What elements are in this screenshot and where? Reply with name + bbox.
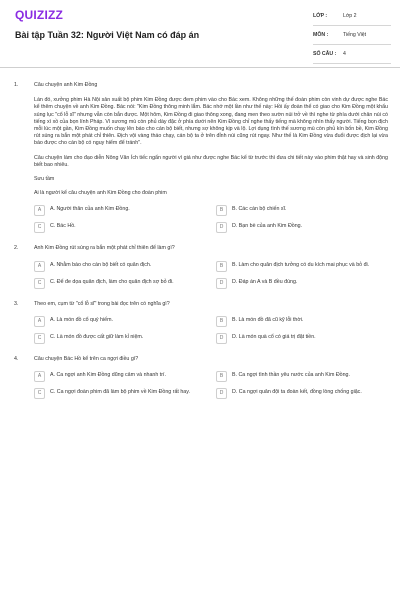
option-c[interactable] [34, 278, 206, 289]
passage-paragraph: Câu chuyện làm cho đạo diễn Nông Văn Ích tiếc ngẩn người vì giá như được nghe Bác kể từ trước thì đưa chi tiết này vào phim thật hay và sinh động biết bao nhiêu. [34, 154, 388, 168]
option-text: B. Là món đồ đã cũ kỹ lỗi thời. [232, 316, 304, 323]
option-d[interactable] [216, 222, 388, 233]
option-text: B. Làm cho quân địch tưởng có du kích mai phục và bỏ đi. [232, 261, 370, 268]
option-text: C. Là món đồ được cất giữ làm kỉ niệm. [50, 333, 144, 340]
option-text: C. Bác Hồ. [50, 223, 76, 230]
question-body [34, 301, 388, 344]
option-b[interactable] [216, 261, 388, 272]
option-text: B. Ca ngợi tình thần yêu nước của anh Kim Đồng. [232, 372, 350, 379]
option-b[interactable] [216, 205, 388, 216]
option-letter-badge: D [216, 333, 227, 344]
option-letter-badge: B [216, 316, 227, 327]
option-c[interactable] [34, 388, 206, 399]
option-letter-badge: A [34, 371, 45, 382]
question-2 [14, 245, 388, 288]
option-b[interactable] [216, 371, 388, 382]
meta-row-grade [313, 7, 391, 26]
option-letter-badge: D [216, 278, 227, 289]
option-text: A. Ca ngợi anh Kim Đồng dũng cảm và nhanh trí. [50, 372, 166, 379]
question-prompt: Ai là người kể câu chuyện anh Kim Đồng cho đoàn phim [34, 190, 167, 197]
option-text: D. Là món quà cổ có giá trị đặt tiền. [232, 333, 316, 340]
question-prompt: Anh Kim Đồng rút súng ra bắn một phát chỉ thiên để làm gì? [34, 245, 175, 252]
option-letter-badge: C [34, 278, 45, 289]
option-d[interactable] [216, 388, 388, 399]
worksheet-header [0, 0, 400, 68]
option-letter-badge: A [34, 261, 45, 272]
question-body [34, 82, 388, 233]
option-letter-badge: B [216, 261, 227, 272]
option-c[interactable] [34, 333, 206, 344]
option-d[interactable] [216, 333, 388, 344]
question-4 [14, 356, 388, 399]
option-a[interactable] [34, 371, 206, 382]
option-letter-badge: A [34, 205, 45, 216]
question-number: 1. [14, 82, 19, 88]
option-d[interactable] [216, 278, 388, 289]
option-text: A. Là món đồ cổ quý hiếm. [50, 316, 114, 323]
meta-row-subject [313, 26, 391, 45]
question-number: 3. [14, 300, 19, 307]
question-number: 2. [14, 245, 19, 252]
option-text: A. Nhằm báo cho cán bộ biết có quân địch. [50, 261, 152, 268]
passage-paragraph: Lán đó, xưởng phim Hà Nội sản xuất bộ phim Kim Đồng được đem phim vào cho Bác xem. Không những thế đoàn phim còn vinh dự được nghe Bác kể thêm chuyện về anh Kim Đồng. Bác nói: "Kim Đồng thông minh lắm. Bác nhớ một lần như thế này: Hồi ấy đoàn thể có giao cho Kim Đồng một khẩu súng lục "cổ lỗ sĩ" nhưng vẫn còn bắn được. Một hôm, Kim Đồng đi giao thông xong, đang men theo sườn núi trở về thì nghe từ phía dưới chân núi có tiếng xì xồ của bọn lính Pháp. Vì sương mù còn phủ dày đặc ở phía dưới nên Kim Đồng chỉ nghe thấy tiếng mà không nhìn thấy người. Tiếng bọn địch mỗi lúc một gần, Kim Đồng muốn chạy lên báo cho cán bộ biết, nhưng sợ không kịp và lộ. Lợi dụng tình thế sương mù còn phủ kín bốn bề, Kim Đồng rút súng ra bắn một phát chỉ thiên. Địch vội vàng tháo chạy, cán bộ ta ở trên đỉnh núi cũng rút ngay. Như thế là Kim Đồng vừa đuổi được địch lại vừa báo được cho cán bộ có nguy hiểm để tránh". [34, 97, 388, 147]
option-letter-badge: C [34, 333, 45, 344]
option-letter-badge: B [216, 205, 227, 216]
option-letter-badge: B [216, 371, 227, 382]
meta-key: LỚP : [313, 13, 328, 19]
option-a[interactable] [34, 316, 206, 327]
option-letter-badge: A [34, 316, 45, 327]
worksheet-content [0, 68, 400, 399]
option-a[interactable] [34, 261, 206, 272]
option-text: D. Đáp án A và B đều đúng. [232, 278, 298, 285]
passage-title: Câu chuyện anh Kim Đồng [34, 82, 98, 88]
worksheet-title: Bài tập Tuần 32: Người Việt Nam có đáp án [15, 30, 200, 40]
option-a[interactable] [34, 205, 206, 216]
option-text: D. Ca ngợi quân đội ta đoàn kết, đồng lòng chống giặc. [232, 389, 362, 396]
question-prompt: Câu chuyện Bác Hồ kể trên ca ngợi điều gì? [34, 355, 139, 362]
option-letter-badge: D [216, 388, 227, 399]
meta-value: Lớp 2 [343, 13, 357, 19]
options-grid [34, 205, 388, 233]
passage-source: Sưu tầm [34, 176, 55, 183]
question-prompt: Theo em, cụm từ "cổ lỗ sĩ" trong bài đọc trên có nghĩa gì? [34, 300, 170, 307]
option-text: B. Các cán bộ chiến sĩ. [232, 206, 287, 213]
options-grid [34, 316, 388, 344]
question-body [34, 356, 388, 399]
option-text: C. Ca ngợi đoàn phim đã làm bộ phim về Kim Đồng rất hay. [50, 389, 190, 396]
meta-key: SỐ CÂU : [313, 51, 337, 57]
meta-key: MÔN : [313, 32, 329, 38]
question-1 [14, 82, 388, 233]
question-number: 4. [14, 355, 19, 362]
options-grid [34, 371, 388, 399]
option-letter-badge: D [216, 222, 227, 233]
option-b[interactable] [216, 316, 388, 327]
quizizz-logo: QUIZIZZ [15, 8, 64, 22]
meta-row-count [313, 45, 391, 64]
options-grid [34, 261, 388, 289]
meta-value: 4 [343, 51, 346, 57]
option-text: A. Người thân của anh Kim Đồng. [50, 206, 130, 213]
option-text: C. Để đe dọa quân địch, làm cho quân địch sợ bỏ đi. [50, 278, 174, 285]
option-text: D. Bạn bè của anh Kim Đồng. [232, 223, 303, 230]
option-c[interactable] [34, 222, 206, 233]
option-letter-badge: C [34, 388, 45, 399]
question-body [34, 245, 388, 288]
option-letter-badge: C [34, 222, 45, 233]
meta-table [313, 7, 391, 64]
question-3 [14, 301, 388, 344]
meta-value: Tiếng Việt [343, 32, 367, 38]
